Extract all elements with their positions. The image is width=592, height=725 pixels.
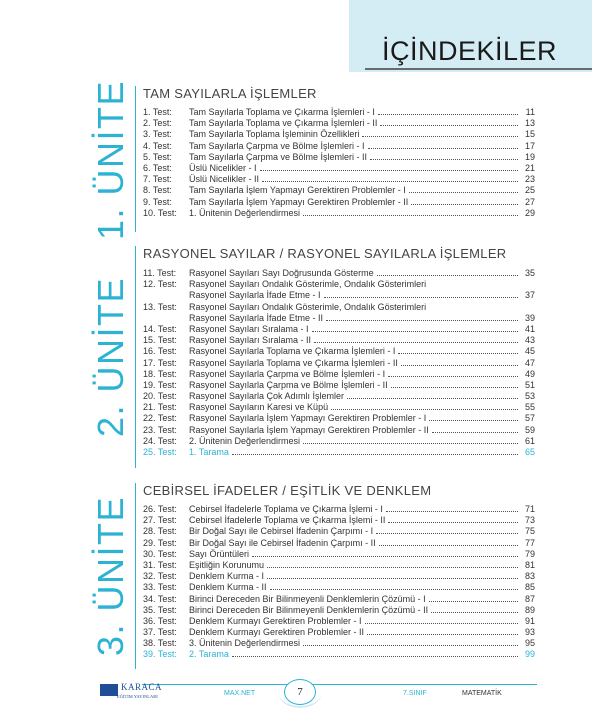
- toc-page-number: 87: [524, 593, 535, 604]
- toc-leader-dots: [324, 291, 518, 298]
- unit-2-label: 2. ÜNİTE: [90, 276, 131, 438]
- toc-row: [143, 141, 535, 152]
- unit-2-section-title: RASYONEL SAYILAR / RASYONEL SAYILARLA İŞLEMLER: [143, 246, 507, 261]
- toc-leader-dots: [367, 628, 518, 635]
- toc-page-number: 47: [524, 357, 535, 368]
- toc-test-title: Rasyonel Sayılarla Çarpma ve Bölme İşlemleri - I: [189, 368, 386, 379]
- toc-leader-dots: [368, 142, 518, 149]
- toc-page-number: 71: [524, 504, 535, 514]
- toc-page-number: 39: [524, 312, 535, 323]
- toc-test-title: Denklem Kurma - I: [189, 571, 265, 582]
- toc-page-number: 59: [524, 424, 535, 435]
- toc-test-number: 22. Test:: [143, 413, 177, 424]
- toc-row: [143, 391, 535, 402]
- toc-page-number: 55: [524, 402, 535, 413]
- unit-1-divider: [135, 86, 136, 232]
- toc-page-number: 29: [524, 207, 535, 218]
- toc-row: [143, 163, 535, 174]
- toc-row: [143, 627, 535, 638]
- toc-test-title: Sayı Örüntüleri: [189, 548, 250, 559]
- toc-test-number: 9. Test:: [143, 196, 172, 207]
- unit-2-toc: [143, 268, 535, 458]
- toc-page-number: 49: [524, 368, 535, 379]
- toc-test-title: Tam Sayılarla İşlem Yapmayı Gerektiren Problemler - I: [189, 185, 406, 196]
- toc-leader-dots: [376, 527, 518, 534]
- toc-page-number: 61: [524, 435, 535, 446]
- toc-row: [143, 425, 535, 436]
- toc-page-number: 19: [524, 151, 535, 162]
- toc-test-title: Tam Sayılarla Çarpma ve Bölme İşlemleri - I: [189, 140, 365, 151]
- toc-test-title: Cebirsel İfadelerle Toplama ve Çıkarma İşlemi - II: [189, 515, 386, 526]
- toc-row: [143, 538, 535, 549]
- toc-row: [143, 268, 535, 279]
- toc-row: [143, 208, 535, 219]
- toc-test-title: Tam Sayılarla Toplama ve Çıkarma İşlemleri - I: [189, 107, 375, 117]
- toc-row: [143, 560, 535, 571]
- toc-test-title: Üslü Nicelikler - I: [189, 162, 257, 173]
- toc-test-number: 5. Test:: [143, 151, 172, 162]
- toc-row: [143, 515, 535, 526]
- toc-test-number: 14. Test:: [143, 323, 177, 334]
- toc-leader-dots: [232, 448, 518, 455]
- publisher-subtitle: EĞİTİM YAYINLARI: [117, 694, 158, 699]
- toc-test-title: Rasyonel Sayıları Sıralama - II: [189, 335, 312, 346]
- toc-test-number: 17. Test:: [143, 357, 177, 368]
- toc-test-number: 15. Test:: [143, 335, 177, 346]
- unit-1-label: 1. ÜNİTE: [90, 79, 131, 241]
- toc-page-number: 23: [524, 174, 535, 185]
- toc-row: [143, 279, 535, 290]
- toc-row: [143, 571, 535, 582]
- unit-1-toc: [143, 107, 535, 219]
- toc-page-number: 73: [524, 515, 535, 526]
- toc-test-number: 31. Test:: [143, 559, 177, 570]
- toc-row: [143, 335, 535, 346]
- series-name: MAX.NET: [224, 690, 256, 697]
- toc-row: [143, 616, 535, 627]
- toc-row: [143, 313, 535, 324]
- toc-test-number: 13. Test:: [143, 301, 177, 312]
- toc-page-number: 79: [524, 548, 535, 559]
- toc-test-title: Rasyonel Sayıları Sayı Doğrusunda Gösterme: [189, 268, 374, 278]
- toc-leader-dots: [260, 164, 518, 171]
- toc-test-number: 18. Test:: [143, 368, 177, 379]
- toc-test-number: 33. Test:: [143, 582, 177, 593]
- publisher-logo-icon: [100, 684, 118, 696]
- toc-row: [143, 324, 535, 335]
- toc-row: [143, 549, 535, 560]
- toc-test-number: 26. Test:: [143, 504, 177, 514]
- toc-test-title: Rasyonel Sayılarla İfade Etme - II: [189, 312, 324, 323]
- toc-page-number: 93: [524, 627, 535, 638]
- unit-3-toc: [143, 504, 535, 661]
- toc-test-title: Rasyonel Sayıların Karesi ve Küpü: [189, 402, 329, 413]
- grade-label: 7.SINIF: [403, 690, 427, 697]
- unit-2-label-wrap: [86, 246, 136, 468]
- toc-test-title: 2. Ünitenin Değerlendirmesi: [189, 435, 301, 446]
- toc-leader-dots: [378, 108, 518, 115]
- toc-row: [143, 302, 535, 313]
- toc-leader-dots: [303, 209, 518, 216]
- toc-row: [143, 605, 535, 616]
- toc-page-number: 43: [524, 335, 535, 346]
- toc-test-title: Tam Sayılarla İşlem Yapmayı Gerektiren Problemler - II: [189, 196, 409, 207]
- toc-leader-dots: [370, 153, 518, 160]
- toc-test-number: 16. Test:: [143, 346, 177, 357]
- toc-page-number: 13: [524, 118, 535, 129]
- unit-3-label-wrap: [86, 483, 136, 669]
- toc-leader-dots: [232, 650, 518, 657]
- toc-row: [143, 118, 535, 129]
- toc-page-number: 65: [524, 447, 535, 457]
- toc-page-number: 27: [524, 196, 535, 207]
- toc-page-number: 37: [524, 290, 535, 301]
- toc-test-title: Rasyonel Sayılarla Toplama ve Çıkarma İşlemleri - I: [189, 346, 396, 357]
- toc-row: [143, 413, 535, 424]
- toc-test-title: Birinci Dereceden Bir Bilinmeyenli Denklemlerin Çözümü - I: [189, 593, 426, 604]
- toc-leader-dots: [262, 175, 518, 182]
- toc-leader-dots: [380, 119, 518, 126]
- toc-leader-dots: [377, 269, 518, 276]
- toc-leader-dots: [267, 572, 518, 579]
- toc-test-number: 20. Test:: [143, 391, 177, 402]
- toc-test-title: 1. Ünitenin Değerlendirmesi: [189, 207, 301, 218]
- toc-page-number: 11: [525, 107, 535, 117]
- toc-leader-dots: [388, 370, 518, 377]
- page-number-badge: [284, 679, 316, 705]
- toc-page-number: 15: [524, 129, 535, 140]
- toc-test-number: 7. Test:: [143, 174, 172, 185]
- toc-page-number: 41: [524, 323, 535, 334]
- toc-row: [143, 346, 535, 357]
- toc-test-title: Birinci Dereceden Bir Bilinmeyenli Denklemlerin Çözümü - II: [189, 604, 429, 615]
- toc-test-title: Denklem Kurma - II: [189, 582, 267, 593]
- unit-3-label: 3. ÜNİTE: [90, 495, 131, 657]
- toc-page-number: 91: [524, 615, 535, 626]
- toc-test-number: 29. Test:: [143, 537, 177, 548]
- toc-test-title: Eşitliğin Korunumu: [189, 559, 265, 570]
- toc-leader-dots: [267, 561, 518, 568]
- toc-row: [143, 649, 535, 660]
- toc-page-number: 53: [524, 391, 535, 402]
- toc-row: [143, 402, 535, 413]
- toc-leader-dots: [429, 595, 518, 602]
- toc-row: [143, 290, 535, 301]
- toc-page-number: 99: [524, 649, 535, 660]
- toc-leader-dots: [303, 639, 518, 646]
- toc-test-number: 6. Test:: [143, 162, 172, 173]
- toc-page-number: 21: [524, 162, 535, 173]
- toc-page-number: 51: [524, 379, 535, 390]
- toc-test-title: 3. Ünitenin Değerlendirmesi: [189, 638, 301, 649]
- toc-page-number: 17: [524, 140, 535, 151]
- toc-row: [143, 129, 535, 140]
- toc-leader-dots: [252, 550, 518, 557]
- toc-test-number: 2. Test:: [143, 118, 172, 129]
- toc-leader-dots: [365, 617, 518, 624]
- toc-page-number: 25: [524, 185, 535, 196]
- toc-test-title: Rasyonel Sayılarla Çarpma ve Bölme İşlemleri - II: [189, 379, 388, 390]
- toc-test-number: 12. Test:: [143, 279, 177, 290]
- toc-leader-dots: [303, 437, 518, 444]
- toc-row: [143, 594, 535, 605]
- toc-test-number: 38. Test:: [143, 638, 177, 649]
- toc-test-title: Üslü Nicelikler - II: [189, 174, 260, 185]
- toc-test-title: Tam Sayılarla Toplama İşleminin Özellikleri: [189, 129, 360, 140]
- toc-test-title: Denklem Kurmayı Gerektiren Problemler - I: [189, 615, 362, 626]
- toc-leader-dots: [312, 325, 518, 332]
- toc-test-number: 4. Test:: [143, 140, 172, 151]
- page-title: İÇİNDEKİLER: [382, 36, 558, 66]
- toc-page-number: 95: [524, 638, 535, 649]
- toc-test-title: Rasyonel Sayılarla Toplama ve Çıkarma İşlemleri - II: [189, 357, 398, 368]
- toc-row: [143, 436, 535, 447]
- toc-leader-dots: [362, 130, 518, 137]
- unit-3-divider: [135, 483, 136, 669]
- toc-page-number: 77: [524, 537, 535, 548]
- toc-test-number: 10. Test:: [143, 207, 177, 218]
- unit-3-section-title: CEBİRSEL İFADELER / EŞİTLİK VE DENKLEM: [143, 483, 432, 498]
- toc-test-number: 32. Test:: [143, 571, 177, 582]
- toc-test-title: 2. Tarama: [189, 649, 229, 660]
- toc-leader-dots: [429, 414, 518, 421]
- unit-1-label-wrap: [86, 79, 136, 241]
- toc-test-number: 11. Test:: [143, 268, 177, 278]
- toc-test-title: Bir Doğal Sayı ile Cebirsel İfadenin Çarpımı - II: [189, 537, 376, 548]
- toc-test-title: Rasyonel Sayılarla İşlem Yapmayı Gerektiren Problemler - II: [189, 424, 429, 435]
- toc-leader-dots: [270, 583, 518, 590]
- toc-test-number: 1. Test:: [143, 107, 172, 117]
- toc-leader-dots: [409, 186, 518, 193]
- toc-leader-dots: [347, 392, 518, 399]
- toc-leader-dots: [331, 403, 518, 410]
- toc-leader-dots: [401, 359, 518, 366]
- toc-test-title: Rasyonel Sayıları Ondalık Gösterimle, Ondalık Gösterimleri: [189, 279, 427, 290]
- toc-test-title: Rasyonel Sayılarla Çok Adımlı İşlemler: [189, 391, 345, 402]
- toc-row: [143, 174, 535, 185]
- toc-leader-dots: [379, 539, 518, 546]
- toc-row: [143, 526, 535, 537]
- toc-row: [143, 447, 535, 458]
- toc-page-number: 75: [524, 526, 535, 537]
- header-underline: [365, 68, 592, 70]
- toc-test-title: Rasyonel Sayıları Ondalık Gösterimle, Ondalık Gösterimleri: [189, 301, 427, 312]
- toc-page-number: 35: [524, 268, 535, 278]
- toc-test-number: 35. Test:: [143, 604, 177, 615]
- toc-row: [143, 152, 535, 163]
- toc-leader-dots: [398, 347, 518, 354]
- toc-row: [143, 107, 535, 118]
- toc-row: [143, 582, 535, 593]
- toc-page-number: 83: [524, 571, 535, 582]
- toc-row: [143, 197, 535, 208]
- toc-page-number: 57: [524, 413, 535, 424]
- toc-test-title: Rasyonel Sayılarla İşlem Yapmayı Gerektiren Problemler - I: [189, 413, 427, 424]
- toc-row: [143, 358, 535, 369]
- toc-leader-dots: [391, 381, 518, 388]
- toc-leader-dots: [411, 198, 518, 205]
- toc-test-number: 37. Test:: [143, 627, 177, 638]
- toc-test-title: Denklem Kurmayı Gerektiren Problemler - II: [189, 627, 365, 638]
- toc-test-number: 21. Test:: [143, 402, 177, 413]
- toc-page-number: 81: [524, 559, 535, 570]
- toc-test-title: Cebirsel İfadelerle Toplama ve Çıkarma İşlemi - I: [189, 504, 383, 514]
- toc-row: [143, 638, 535, 649]
- toc-test-number: 30. Test:: [143, 548, 177, 559]
- toc-leader-dots: [388, 516, 518, 523]
- toc-leader-dots: [432, 426, 518, 433]
- toc-leader-dots: [431, 606, 518, 613]
- toc-test-number: 27. Test:: [143, 515, 177, 526]
- toc-test-number: 39. Test:: [143, 649, 177, 660]
- unit-2-divider: [135, 246, 136, 468]
- subject-label: MATEMATİK: [462, 690, 502, 697]
- toc-test-number: 24. Test:: [143, 435, 177, 446]
- toc-test-number: 34. Test:: [143, 593, 177, 604]
- page-number: 7: [297, 686, 303, 698]
- toc-test-title: 1. Tarama: [189, 447, 229, 457]
- toc-page-number: 89: [524, 604, 535, 615]
- footer-divider: [142, 684, 537, 685]
- toc-leader-dots: [326, 314, 518, 321]
- toc-row: [143, 504, 535, 515]
- toc-page-number: 85: [524, 582, 535, 593]
- publisher-name: KARACA: [121, 682, 163, 692]
- toc-row: [143, 369, 535, 380]
- toc-test-number: 25. Test:: [143, 447, 177, 457]
- toc-test-number: 19. Test:: [143, 379, 177, 390]
- toc-test-title: Rasyonel Sayıları Sıralama - I: [189, 323, 309, 334]
- toc-test-number: 3. Test:: [143, 129, 172, 140]
- toc-test-number: 28. Test:: [143, 526, 177, 537]
- toc-test-title: Bir Doğal Sayı ile Cebirsel İfadenin Çarpımı - I: [189, 526, 374, 537]
- toc-test-title: Tam Sayılarla Toplama ve Çıkarma İşlemleri - II: [189, 118, 378, 129]
- toc-test-number: 23. Test:: [143, 424, 177, 435]
- toc-leader-dots: [386, 505, 518, 512]
- unit-1-section-title: TAM SAYILARLA İŞLEMLER: [143, 86, 317, 101]
- toc-row: [143, 380, 535, 391]
- toc-leader-dots: [314, 336, 518, 343]
- toc-test-title: Rasyonel Sayılarla İfade Etme - I: [189, 290, 321, 301]
- toc-test-number: 8. Test:: [143, 185, 172, 196]
- toc-test-number: 36. Test:: [143, 615, 177, 626]
- toc-test-title: Tam Sayılarla Çarpma ve Bölme İşlemleri - II: [189, 151, 368, 162]
- toc-row: [143, 185, 535, 196]
- toc-page-number: 45: [524, 346, 535, 357]
